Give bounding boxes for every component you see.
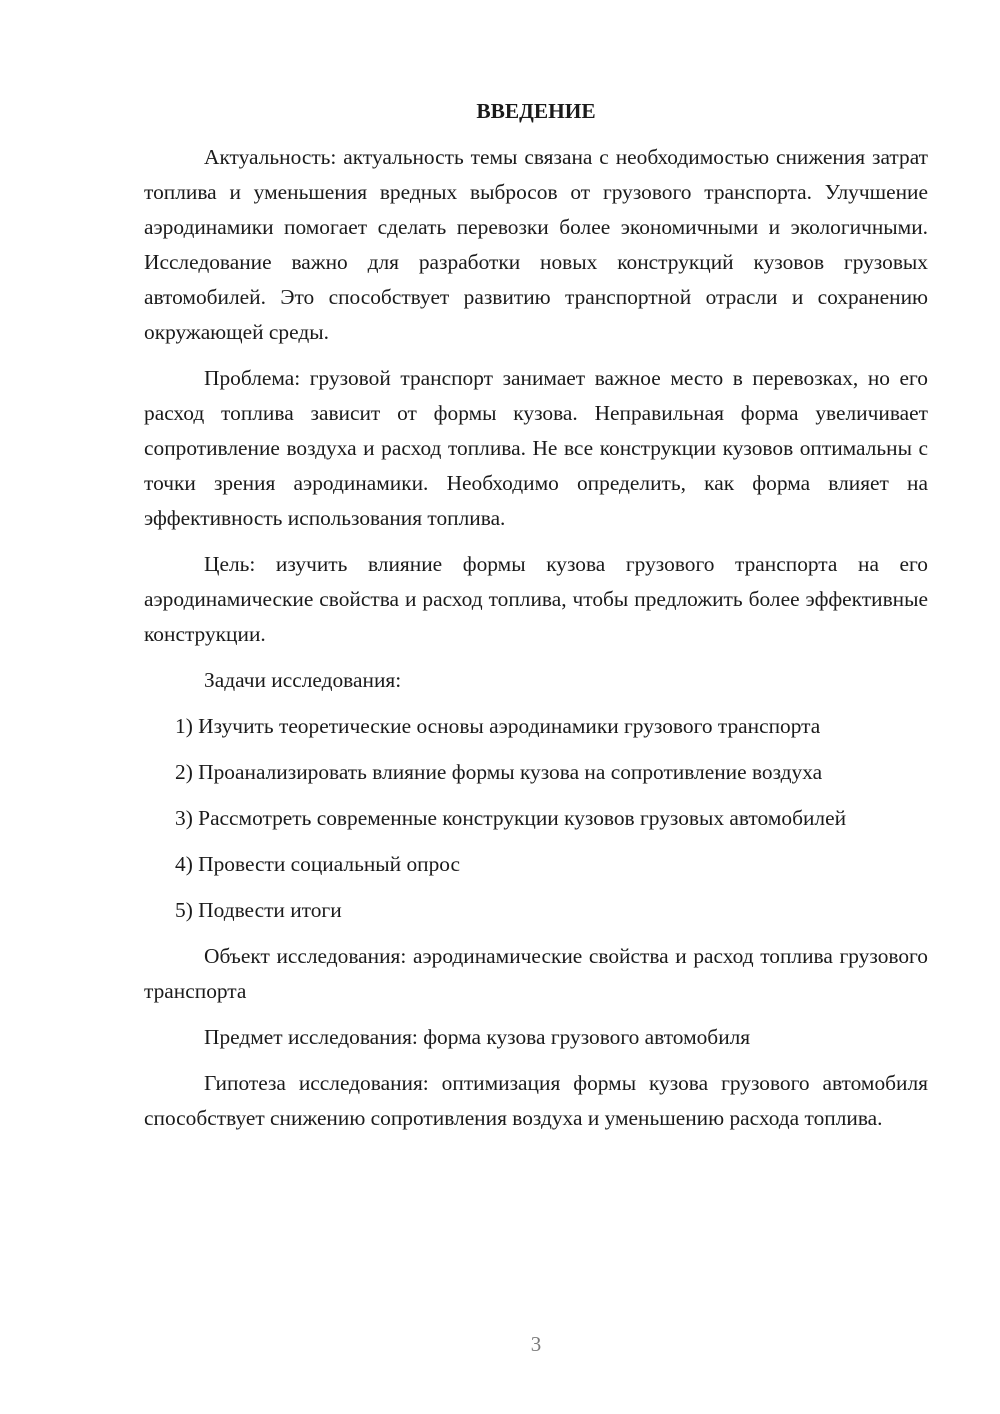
task-item: 1) Изучить теоретические основы аэродинамики грузового транспорта	[175, 714, 821, 738]
page-title: ВВЕДЕНИЕ	[476, 99, 596, 123]
tasks-heading: Задачи исследования:	[204, 668, 402, 692]
task-item: 2) Проанализировать влияние формы кузова на сопротивление воздуха	[175, 760, 823, 784]
task-item: 4) Провести социальный опрос	[175, 852, 461, 876]
hypothesis-paragraph: Гипотеза исследования: оптимизация формы кузова грузового автомобиля способствует снижению сопротивления воздуха и уменьшению расхода топлива.	[144, 1071, 928, 1130]
problem-paragraph: Проблема: грузовой транспорт занимает важное место в перевозках, но его расход топлива зависит от формы кузова. Неправильная форма увеличивает сопротивление воздуха и расход топлива. Не все конструкции кузовов оптимальны с точки зрения аэродинамики. Необходимо определить, как форма влияет на эффективность использования топлива.	[144, 366, 928, 530]
relevance-paragraph: Актуальность: актуальность темы связана с необходимостью снижения затрат топлива и уменьшения вредных выбросов от грузового транспорта. Улучшение аэродинамики помогает сделать перевозки более экономичными и экологичными. Исследование важно для разработки новых конструкций кузовов грузовых автомобилей. Это способствует развитию транспортной отрасли и сохранению окружающей среды.	[144, 145, 928, 344]
object-paragraph: Объект исследования: аэродинамические свойства и расход топлива грузового транспорта	[144, 944, 928, 1003]
document-page	[144, 94, 928, 1147]
page-number: 3	[530, 1332, 542, 1356]
goal-paragraph: Цель: изучить влияние формы кузова грузового транспорта на его аэродинамические свойства и расход топлива, чтобы предложить более эффективные конструкции.	[144, 552, 928, 646]
subject-paragraph: Предмет исследования: форма кузова грузового автомобиля	[204, 1025, 751, 1049]
task-item: 3) Рассмотреть современные конструкции кузовов грузовых автомобилей	[175, 806, 847, 830]
task-item: 5) Подвести итоги	[175, 898, 342, 922]
